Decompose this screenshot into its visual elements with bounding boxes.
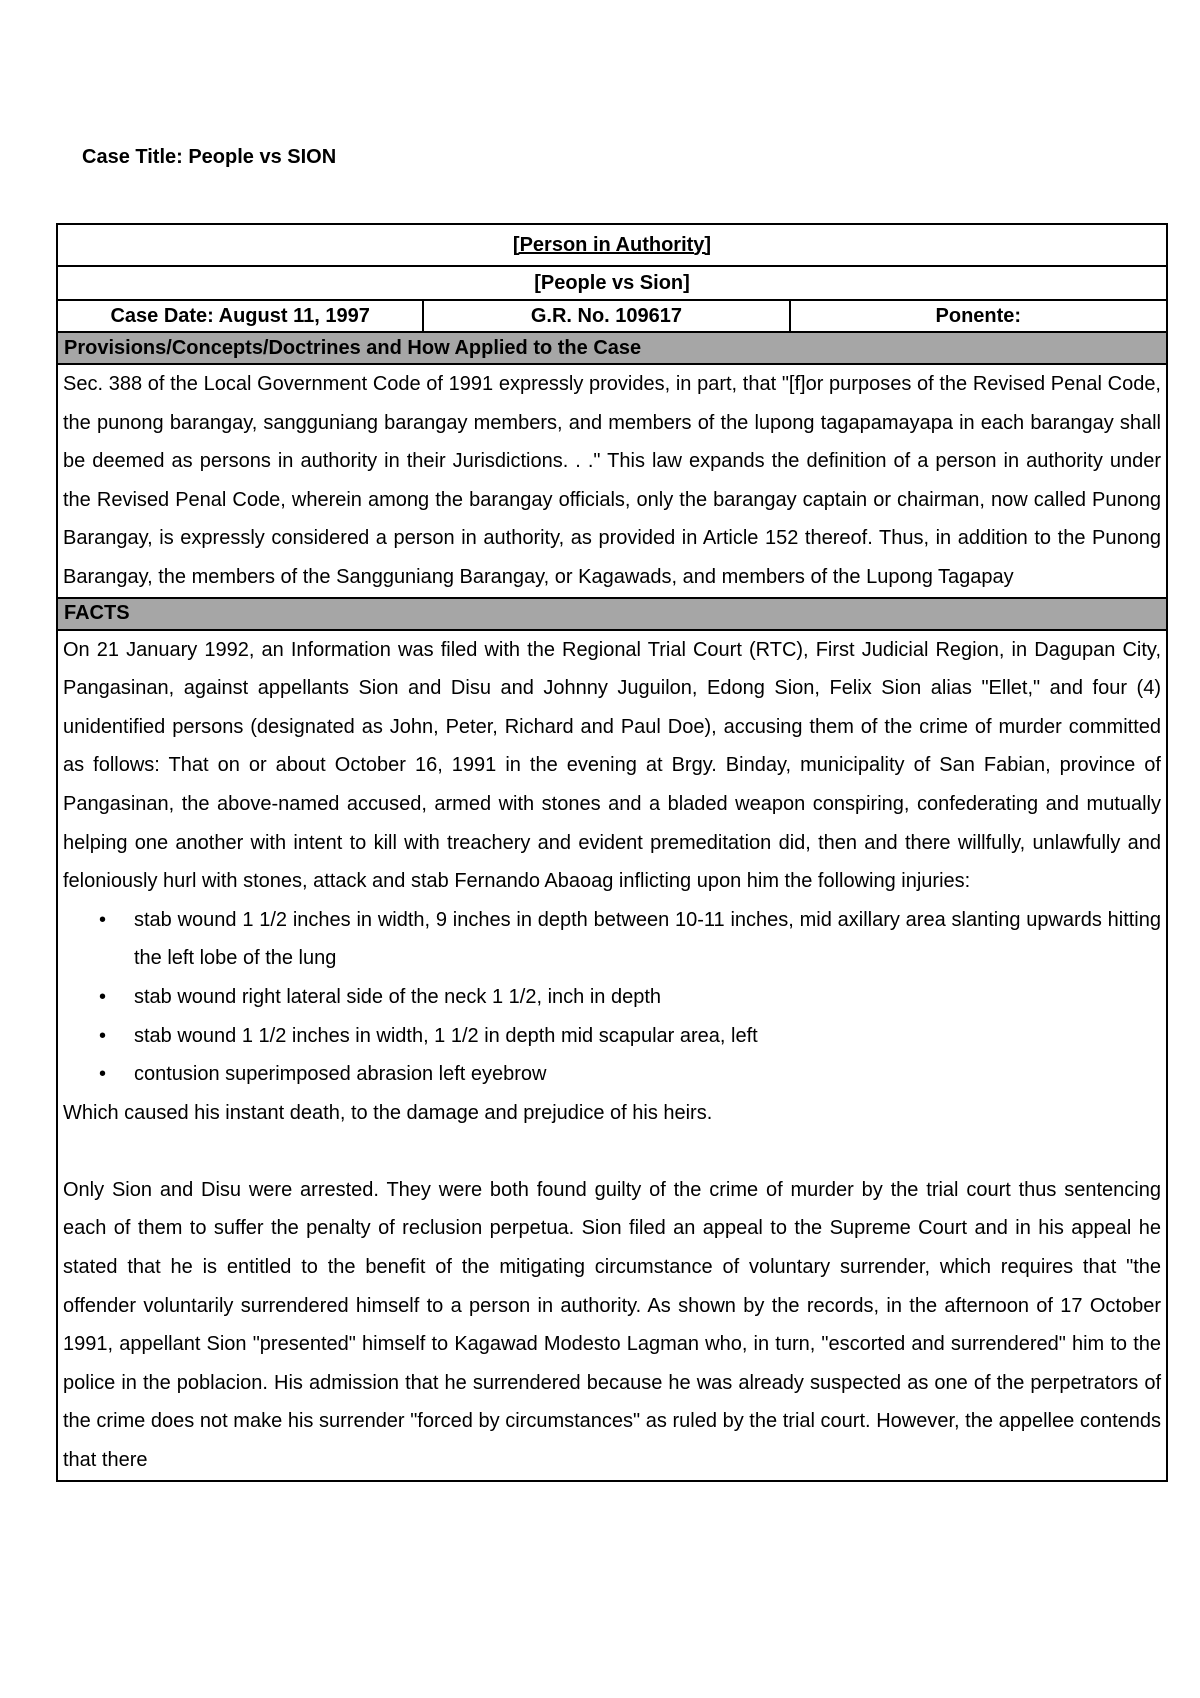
bullet-icon: • [99,908,107,931]
table-row [57,332,1167,364]
facts-after-paragraph: Which caused his instant death, to the damage and prejudice of his heirs. [63,1101,713,1124]
injury-text: stab wound 1 1/2 inches in width, 9 inches in depth between 10-11 inches, mid axillary area slanting upwards hitting the left lobe of the lung [134,908,1161,970]
facts-intro-paragraph: On 21 January 1992, an Information was filed with the Regional Trial Court (RTC), First Judicial Region, in Dagupan City, Pangasinan, against appellants Sion and Disu and Johnny Juguilon, Edong Sion, Felix Sion alias "Ellet," and four (4) unidentified persons (designated as John, Peter, Richard and Paul Doe), accusing them of the crime of murder committed as follows: That on or about October 16, 1991 in the evening at Brgy. Binday, municipality of San Fabian, province of Pangasinan, the above-named accused, armed with stones and a bladed weapon conspiring, confederating and mutually helping one another with intent to kill with treachery and evident premeditation did, then and there willfully, unlawfully and feloniously hurl with stones, attack and stab Fernando Abaoag inflicting upon him the following injuries: [63,638,1161,893]
case-name-cell: [People vs Sion] [57,266,1167,300]
case-date-cell: Case Date: August 11, 1997 [57,300,423,332]
provisions-paragraph: Sec. 388 of the Local Government Code of 1991 expressly provides, in part, that "[f]or purposes of the Revised Penal Code, the punong barangay, sangguniang barangay members, and members of the lupong tagapamayapa in each barangay shall be deemed as persons in authority in their Jurisdictions. . ." This law expands the definition of a person in authority under the Revised Penal Code, wherein among the barangay officials, only the barangay captain or chairman, now called Punong Barangay, is expressly considered a person in authority, as provided in Article 152 thereof. Thus, in addition to the Punong Barangay, the members of the Sangguniang Barangay, or Kagawads, and members of the Lupong Tagapay [63,373,1161,588]
injury-text: stab wound right lateral side of the neck 1 1/2, inch in depth [134,985,662,1008]
facts-header: FACTS [57,598,1167,630]
case-digest-table [56,223,1168,1482]
paragraph-spacer [63,1132,1161,1171]
injury-text: stab wound 1 1/2 inches in width, 1 1/2 in depth mid scapular area, left [134,1024,758,1047]
table-row [57,630,1167,1481]
injuries-list [63,901,1161,1094]
case-title: Case Title: People vs SION [82,146,337,168]
topic-heading: [Person in Authority] [512,233,712,256]
facts-body [57,630,1167,1481]
bullet-icon: • [99,985,107,1008]
table-row [57,300,1167,332]
list-item [63,1055,1161,1094]
list-item [63,978,1161,1017]
injury-text: contusion superimposed abrasion left eyebrow [134,1063,547,1086]
ponente-cell: Ponente: [790,300,1167,332]
table-row [57,364,1167,598]
provisions-header: Provisions/Concepts/Doctrines and How Applied to the Case [57,332,1167,364]
provisions-body [57,364,1167,598]
list-item [63,1017,1161,1056]
bullet-icon: • [99,1024,107,1047]
table-row [57,224,1167,266]
table-row [57,266,1167,300]
table-row [57,598,1167,630]
facts-second-paragraph: Only Sion and Disu were arrested. They were both found guilty of the crime of murder by the trial court thus sentencing each of them to suffer the penalty of reclusion perpetua. Sion filed an appeal to the Supreme Court and in his appeal he stated that he is entitled to the benefit of the mitigating circumstance of voluntary surrender, which requires that "the offender voluntarily surrendered himself to a person in authority. As shown by the records, in the afternoon of 17 October 1991, appellant Sion "presented" himself to Kagawad Modesto Lagman who, in turn, "escorted and surrendered" him to the police in the poblacion. His admission that he surrendered because he was already suspected as one of the perpetrators of the crime does not make his surrender "forced by circumstances" as ruled by the trial court. However, the appellee contends that there [63,1178,1161,1472]
bullet-icon: • [99,1063,107,1086]
list-item [63,901,1161,978]
topic-heading-cell [57,224,1167,266]
gr-number-cell: G.R. No. 109617 [423,300,789,332]
